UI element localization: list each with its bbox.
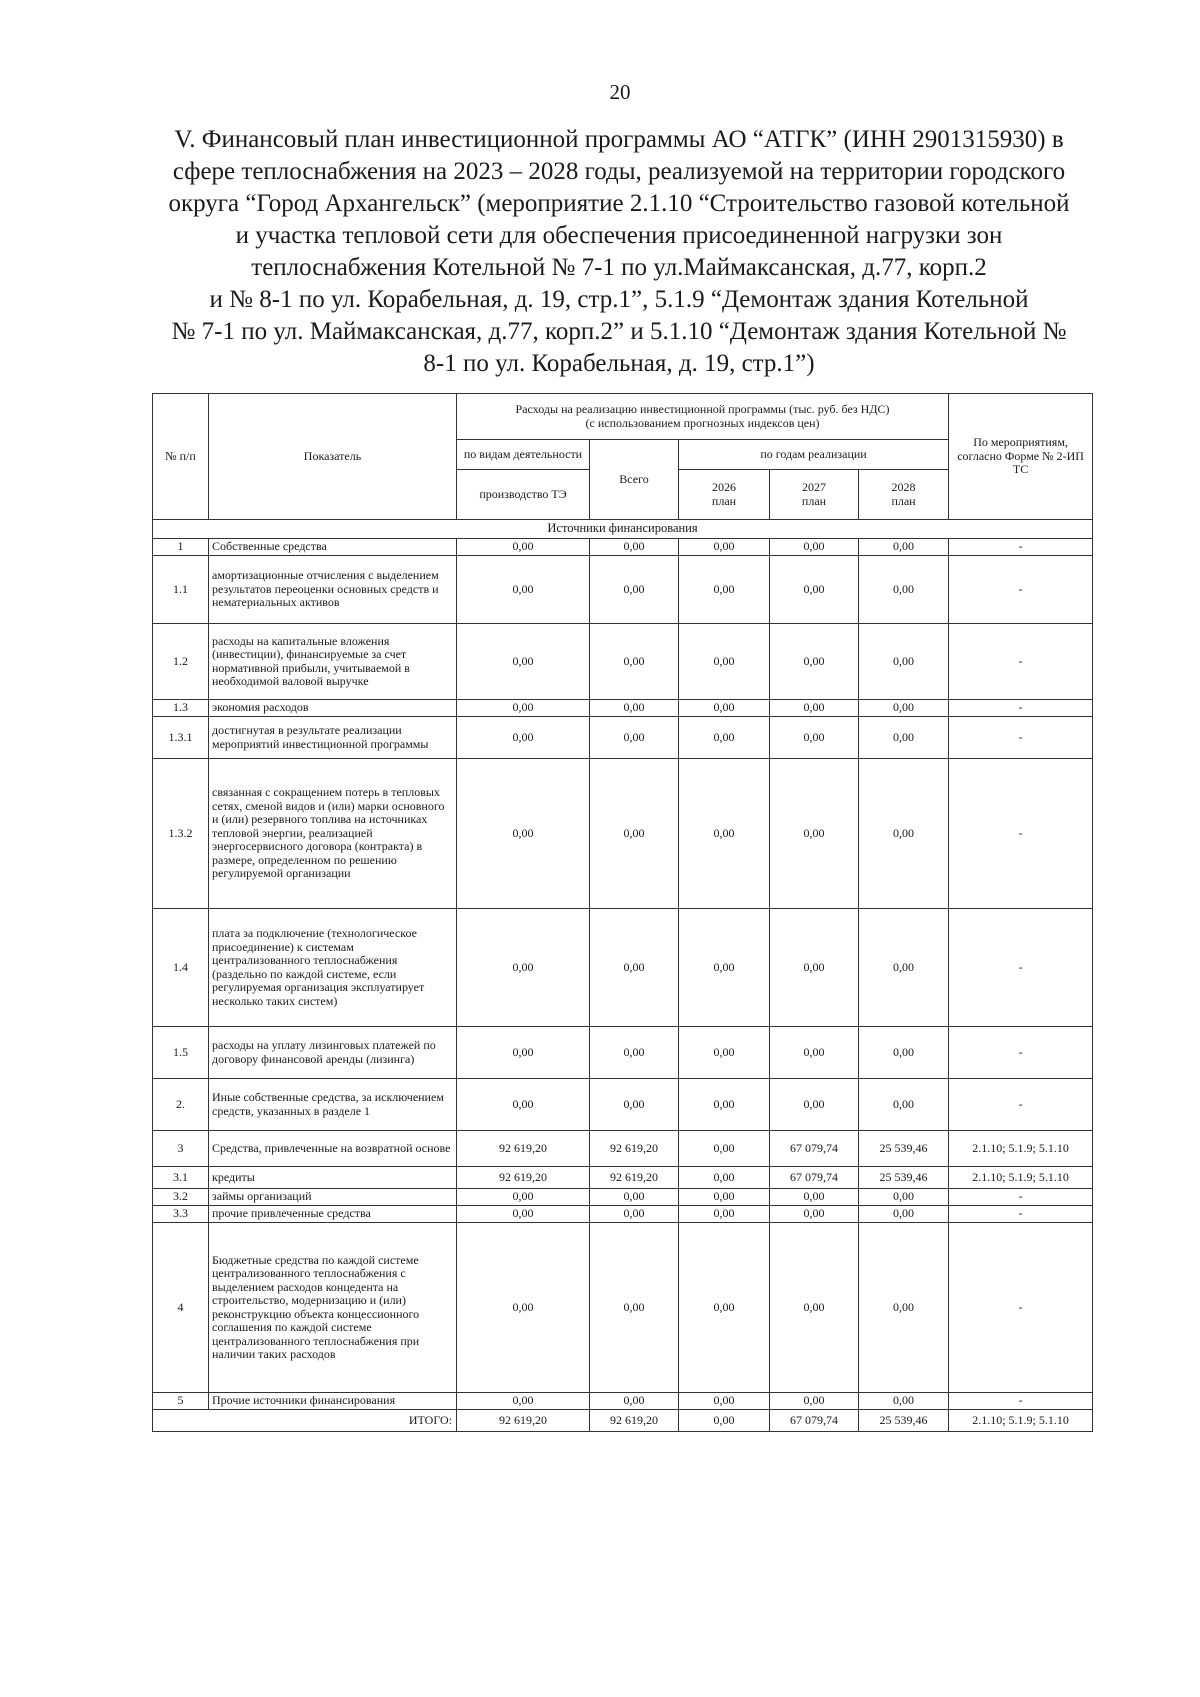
row-2027: 0,00: [770, 759, 859, 909]
row-2026: 0,00: [679, 717, 770, 759]
total-y2027: 67 079,74: [770, 1410, 859, 1432]
header-plan: план: [801, 493, 827, 508]
total-y2028: 25 539,46: [859, 1410, 949, 1432]
total-total: 92 619,20: [590, 1410, 679, 1432]
header-expenses: [457, 394, 949, 440]
header-num: № п/п: [153, 394, 209, 520]
row-2028: 0,00: [859, 700, 949, 717]
header-year-2026: [679, 470, 770, 520]
title-line: № 7-1 по ул. Маймаксанская, д.77, корп.2” и 5.1.10 “Демонтаж здания Котельной №: [171, 318, 1067, 345]
row-total: 0,00: [590, 700, 679, 717]
row-measures: -: [949, 539, 1093, 556]
title-line: V. Финансовый план инвестиционной программы АО “АТГК” (ИНН 2901315930) в: [174, 126, 1064, 153]
row-2027: 0,00: [770, 1079, 859, 1131]
table-row: [153, 1223, 1093, 1393]
row-2026: 0,00: [679, 556, 770, 624]
table-row: [153, 1393, 1093, 1410]
total-label: ИТОГО:: [153, 1410, 457, 1432]
header-year: 2027: [802, 480, 826, 494]
row-production: 0,00: [457, 539, 590, 556]
row-indicator: достигнутая в результате реализации мероприятий инвестиционной программы: [209, 717, 457, 759]
row-total: 0,00: [590, 556, 679, 624]
row-2027: 0,00: [770, 539, 859, 556]
row-measures: -: [949, 1027, 1093, 1079]
row-number: 1.5: [153, 1027, 209, 1079]
row-2026: 0,00: [679, 1079, 770, 1131]
header-year: 2028: [891, 480, 916, 494]
title-line: сфере теплоснабжения на 2023 – 2028 годы, реализуемой на территории городского: [172, 158, 1066, 185]
row-production: 0,00: [457, 1079, 590, 1131]
total-row: [153, 1410, 1093, 1432]
row-number: 5: [153, 1393, 209, 1410]
section-row: [153, 520, 1093, 539]
total-measures: 2.1.10; 5.1.9; 5.1.10: [949, 1410, 1093, 1432]
row-number: 1: [153, 539, 209, 556]
row-production: 0,00: [457, 1206, 590, 1223]
title-line: и участка тепловой сети для обеспечения присоединенной нагрузки зон: [235, 222, 1003, 249]
row-2026: 0,00: [679, 1223, 770, 1393]
row-number: 4: [153, 1223, 209, 1393]
table-row: [153, 539, 1093, 556]
header-by-measures: По мероприятиям, согласно Форме № 2-ИП ТС: [949, 394, 1093, 520]
row-indicator: плата за подключение (технологическое присоединение) к системам централизованного теплоснабжения (раздельно по каждой системе, если регулируемая организация эксплуатирует несколько таких систем): [209, 909, 457, 1027]
title-line: теплоснабжения Котельной № 7-1 по ул.Маймаксанская, д.77, корп.2: [251, 254, 987, 281]
row-measures: -: [949, 1206, 1093, 1223]
header-expenses-sub: (с использованием прогнозных индексов цен): [585, 415, 820, 430]
row-2026: 0,00: [679, 1206, 770, 1223]
row-number: 1.3: [153, 700, 209, 717]
page-number: 20: [609, 80, 631, 104]
row-total: 92 619,20: [590, 1167, 679, 1189]
row-measures: -: [949, 1189, 1093, 1206]
row-2027: 0,00: [770, 1189, 859, 1206]
row-2026: 0,00: [679, 1393, 770, 1410]
table-row: [153, 1206, 1093, 1223]
row-number: 1.2: [153, 624, 209, 700]
row-total: 0,00: [590, 539, 679, 556]
row-production: 0,00: [457, 909, 590, 1027]
row-indicator: Бюджетные средства по каждой системе централизованного теплоснабжения с выделением расходов концедента на строительство, модернизацию и (или) реконструкцию объекта концессионного соглашения по каждой системе централизованного теплоснабжения при наличии таких расходов: [209, 1223, 457, 1393]
row-measures: -: [949, 1393, 1093, 1410]
table-row: [153, 1079, 1093, 1131]
row-2028: 0,00: [859, 1223, 949, 1393]
row-measures: 2.1.10; 5.1.9; 5.1.10: [949, 1167, 1093, 1189]
row-measures: -: [949, 759, 1093, 909]
row-2028: 0,00: [859, 759, 949, 909]
row-2028: 25 539,46: [859, 1167, 949, 1189]
row-2028: 0,00: [859, 1027, 949, 1079]
row-production: 0,00: [457, 624, 590, 700]
header-expenses-main: Расходы на реализацию инвестиционной программы (тыс. руб. без НДС): [515, 402, 890, 416]
row-total: 0,00: [590, 909, 679, 1027]
row-2026: 0,00: [679, 759, 770, 909]
table-body: [153, 394, 1093, 1432]
row-number: 1.3.2: [153, 759, 209, 909]
row-total: 0,00: [590, 1206, 679, 1223]
table-row: [153, 700, 1093, 717]
row-production: 0,00: [457, 1393, 590, 1410]
header-plan: план: [891, 493, 916, 508]
table-row: [153, 1167, 1093, 1189]
header-total: Всего: [590, 440, 679, 520]
row-2027: 0,00: [770, 717, 859, 759]
row-2026: 0,00: [679, 909, 770, 1027]
row-2027: 0,00: [770, 909, 859, 1027]
row-number: 1.1: [153, 556, 209, 624]
header-year: 2026: [712, 480, 736, 494]
row-measures: 2.1.10; 5.1.9; 5.1.10: [949, 1131, 1093, 1167]
row-measures: -: [949, 909, 1093, 1027]
header-year-2028: [859, 470, 949, 520]
row-2026: 0,00: [679, 1167, 770, 1189]
row-2027: 0,00: [770, 624, 859, 700]
row-production: 92 619,20: [457, 1167, 590, 1189]
row-2026: 0,00: [679, 1131, 770, 1167]
row-2028: 0,00: [859, 1206, 949, 1223]
row-2028: 25 539,46: [859, 1131, 949, 1167]
row-measures: -: [949, 1223, 1093, 1393]
row-2027: 0,00: [770, 1393, 859, 1410]
row-number: 1.3.1: [153, 717, 209, 759]
row-2026: 0,00: [679, 700, 770, 717]
row-2027: 0,00: [770, 1027, 859, 1079]
row-2028: 0,00: [859, 624, 949, 700]
row-indicator: кредиты: [209, 1167, 457, 1189]
row-indicator: Иные собственные средства, за исключением средств, указанных в разделе 1: [209, 1079, 457, 1131]
row-2026: 0,00: [679, 624, 770, 700]
row-production: 0,00: [457, 700, 590, 717]
row-total: 0,00: [590, 1189, 679, 1206]
header-year-2027: [770, 470, 859, 520]
row-total: 0,00: [590, 1393, 679, 1410]
row-measures: -: [949, 1079, 1093, 1131]
row-total: 0,00: [590, 759, 679, 909]
row-2028: 0,00: [859, 539, 949, 556]
table-row: [153, 556, 1093, 624]
row-total: 0,00: [590, 624, 679, 700]
row-number: 1.4: [153, 909, 209, 1027]
financial-plan-table: [152, 393, 1093, 1432]
row-number: 3.2: [153, 1189, 209, 1206]
row-2026: 0,00: [679, 1189, 770, 1206]
row-2027: 67 079,74: [770, 1131, 859, 1167]
total-prod: 92 619,20: [457, 1410, 590, 1432]
row-number: 3: [153, 1131, 209, 1167]
row-production: 0,00: [457, 759, 590, 909]
row-measures: -: [949, 717, 1093, 759]
section-title: Источники финансирования: [153, 520, 1093, 539]
row-2028: 0,00: [859, 556, 949, 624]
row-2028: 0,00: [859, 909, 949, 1027]
row-production: 0,00: [457, 1223, 590, 1393]
header-plan: план: [711, 493, 737, 508]
row-total: 0,00: [590, 1027, 679, 1079]
title-line: 8-1 по ул. Корабельная, д. 19, стр.1”): [423, 350, 815, 377]
row-2027: 0,00: [770, 700, 859, 717]
row-production: 92 619,20: [457, 1131, 590, 1167]
table-row: [153, 624, 1093, 700]
row-2028: 0,00: [859, 717, 949, 759]
row-indicator: Средства, привлеченные на возвратной основе: [209, 1131, 457, 1167]
row-total: 0,00: [590, 1079, 679, 1131]
row-number: 3.1: [153, 1167, 209, 1189]
table-row: [153, 909, 1093, 1027]
table-row: [153, 1189, 1093, 1206]
row-indicator: амортизационные отчисления с выделением результатов переоценки основных средств и нематериальных активов: [209, 556, 457, 624]
row-2027: 67 079,74: [770, 1167, 859, 1189]
total-y2026: 0,00: [679, 1410, 770, 1432]
row-2028: 0,00: [859, 1189, 949, 1206]
header-indicator: Показатель: [209, 394, 457, 520]
row-total: 92 619,20: [590, 1131, 679, 1167]
row-2026: 0,00: [679, 1027, 770, 1079]
row-2026: 0,00: [679, 539, 770, 556]
table-row: [153, 1027, 1093, 1079]
title-line: округа “Город Архангельск” (мероприятие 2.1.10 “Строительство газовой котельной: [168, 190, 1070, 217]
table-row: [153, 1131, 1093, 1167]
row-indicator: расходы на уплату лизинговых платежей по договору финансовой аренды (лизинга): [209, 1027, 457, 1079]
row-production: 0,00: [457, 556, 590, 624]
row-measures: -: [949, 700, 1093, 717]
row-2027: 0,00: [770, 556, 859, 624]
row-indicator: расходы на капитальные вложения (инвестиции), финансируемые за счет нормативной прибыли, учитываемой в необходимой валовой выручке: [209, 624, 457, 700]
table-row: [153, 717, 1093, 759]
row-production: 0,00: [457, 1027, 590, 1079]
row-number: 3.3: [153, 1206, 209, 1223]
table-row: [153, 759, 1093, 909]
row-production: 0,00: [457, 1189, 590, 1206]
header-by-years: по годам реализации: [679, 440, 949, 470]
header-by-activity: по видам деятельности: [457, 440, 590, 470]
row-indicator: экономия расходов: [209, 700, 457, 717]
document-title: [150, 124, 1088, 380]
row-2027: 0,00: [770, 1206, 859, 1223]
row-measures: -: [949, 624, 1093, 700]
row-2027: 0,00: [770, 1223, 859, 1393]
row-total: 0,00: [590, 717, 679, 759]
row-indicator: Собственные средства: [209, 539, 457, 556]
row-indicator: займы организаций: [209, 1189, 457, 1206]
row-indicator: Прочие источники финансирования: [209, 1393, 457, 1410]
row-indicator: прочие привлеченные средства: [209, 1206, 457, 1223]
row-2028: 0,00: [859, 1079, 949, 1131]
row-2028: 0,00: [859, 1393, 949, 1410]
row-number: 2.: [153, 1079, 209, 1131]
row-total: 0,00: [590, 1223, 679, 1393]
header-row: [153, 394, 1093, 440]
title-line: и № 8-1 по ул. Корабельная, д. 19, стр.1”, 5.1.9 “Демонтаж здания Котельной: [209, 286, 1029, 313]
row-indicator: связанная с сокращением потерь в тепловых сетях, сменой видов и (или) марки основного и (или) резервного топлива на источниках тепловой энергии, реализацией энергосервисного договора (контракта) в размере, определенном по решению регулируемой организации: [209, 759, 457, 909]
header-production: производство ТЭ: [457, 470, 590, 520]
row-production: 0,00: [457, 717, 590, 759]
row-measures: -: [949, 556, 1093, 624]
